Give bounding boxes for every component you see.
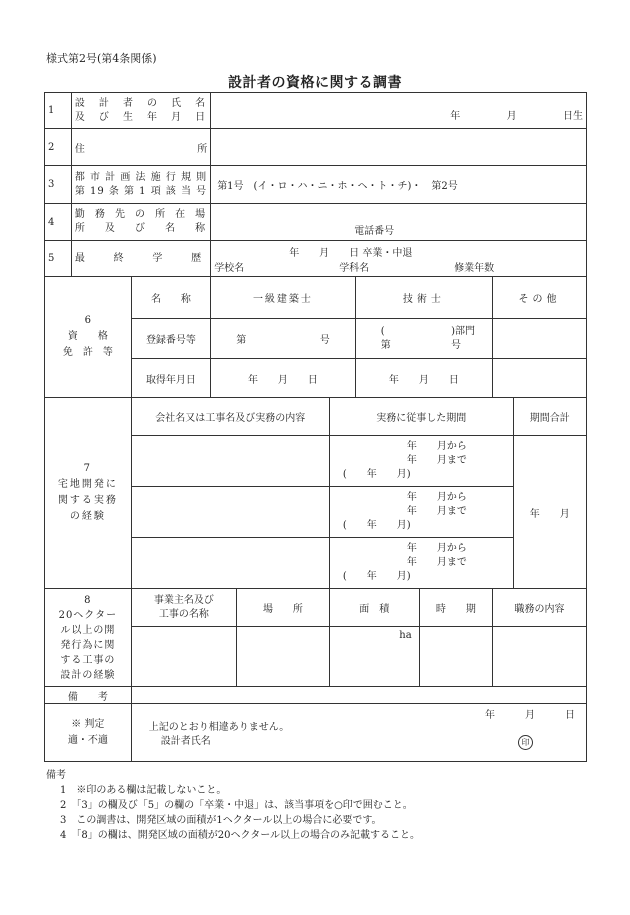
label-line: 20ヘクター <box>58 609 118 621</box>
regulation-item-choices[interactable]: 第1号 (イ・ロ・ハ・ニ・ホ・ヘ・ト・チ)・ 第2号 <box>211 166 587 204</box>
notes-section <box>46 768 420 843</box>
label-line: 資 格 <box>67 331 108 342</box>
dept-label: 学科名 <box>339 262 370 274</box>
owner-col-header <box>131 589 236 627</box>
judgement-label-cell <box>45 704 132 762</box>
designer-name-label: 設計者氏名 <box>160 736 211 747</box>
experience-content-field[interactable] <box>131 436 329 487</box>
row-workplace <box>45 204 587 241</box>
duty-col-header: 職務の内容 <box>492 589 586 627</box>
label-line: の経験 <box>69 511 106 522</box>
experience-label-cell <box>45 398 132 589</box>
row-experience-header <box>45 398 587 436</box>
period-to-text: 年 月まで <box>406 557 467 568</box>
note-item: 1 ※印のある欄は記載しないこと。 <box>60 785 227 796</box>
experience-content-field[interactable] <box>131 487 329 538</box>
label-line: 所及び名称 <box>74 223 208 234</box>
period-years-text: ( 年 月) <box>342 571 411 582</box>
note-item: 4 「8」の欄は、開発区域の面積が20ヘクタール以上の場合のみ記載すること。 <box>60 830 421 841</box>
years-label: 修業年数 <box>454 262 495 274</box>
label-line: 関する実務 <box>57 495 118 506</box>
place-col-header: 場 所 <box>236 589 329 627</box>
experience-period-field[interactable] <box>329 487 513 538</box>
row-large-dev-header <box>45 589 587 627</box>
time-col-header: 時 期 <box>419 589 492 627</box>
period-from-text: 年 月から <box>406 492 467 503</box>
label-text: 所 <box>197 143 208 155</box>
experience-period-field[interactable] <box>329 538 513 589</box>
license-kind-kenchikushi: 一級建築士 <box>211 277 356 319</box>
row-license-name <box>45 277 587 319</box>
label-cell <box>71 129 210 166</box>
acquired-date-gijutsushi[interactable]: 年 月 日 <box>355 359 492 398</box>
label-line: 及び生年月日 <box>74 111 208 123</box>
school-label: 学校名 <box>214 262 245 274</box>
label-cell <box>71 166 210 204</box>
label-line: 宅地開発に <box>57 479 118 490</box>
header-line: 事業主名及び <box>153 594 214 606</box>
period-from-text: 年 月から <box>406 441 467 452</box>
content-col-header: 会社名又は工事名及び実務の内容 <box>131 398 329 436</box>
large-dev-label-cell <box>45 589 132 687</box>
license-kind-gijutsushi: 技術士 <box>355 277 492 319</box>
area-col-header: 面 積 <box>329 589 419 627</box>
education-field[interactable] <box>211 241 587 277</box>
experience-period-field[interactable] <box>329 436 513 487</box>
label-line: 第19条第1項該当号 <box>74 185 208 197</box>
note-item: 3 この調書は、開発区域の面積が1ヘクタール以上の場合に必要です。 <box>60 815 382 826</box>
label-cell <box>71 241 210 277</box>
row-number: 6 <box>84 315 92 326</box>
registration-other-field[interactable] <box>492 319 586 359</box>
license-kind-other: その他 <box>492 277 586 319</box>
label-line: ル以上の開 <box>60 624 116 636</box>
note-item: 2 「3」の欄及び「5」の欄の「卒業・中退」は、該当事項を○印で囲むこと。 <box>60 800 413 811</box>
row-number: 3 <box>45 166 72 204</box>
area-field[interactable] <box>329 627 419 687</box>
label-line: 適・不適 <box>67 734 108 746</box>
paren-open-text: ( <box>380 325 385 337</box>
duty-field[interactable] <box>492 627 586 687</box>
row-number: 1 <box>45 93 72 129</box>
graduation-date: 年 月 日 卒業・中退 <box>289 247 413 259</box>
dai-text: 第 <box>236 335 247 346</box>
acquired-date-other[interactable] <box>492 359 586 398</box>
phone-label: 電話番号 <box>354 226 395 237</box>
period-col-header: 実務に従事した期間 <box>329 398 513 436</box>
label-cell <box>71 204 210 241</box>
owner-field[interactable] <box>131 627 236 687</box>
experience-content-field[interactable] <box>131 538 329 589</box>
year-text: 年 <box>450 111 461 122</box>
row-number: 8 <box>84 594 92 606</box>
label-line: 免 許 等 <box>62 347 113 358</box>
month-text: 月 <box>506 111 517 122</box>
row-number: 7 <box>83 463 93 474</box>
period-to-text: 年 月まで <box>406 506 467 517</box>
row-declaration <box>45 704 587 762</box>
period-years-text: ( 年 月) <box>342 469 411 480</box>
name-col-label: 名 称 <box>131 277 210 319</box>
declaration-date: 年 月 日 <box>485 710 575 721</box>
row-address <box>45 129 587 166</box>
label-line: 都市計画法施行規則 <box>74 171 208 183</box>
row-remarks <box>45 687 587 704</box>
registration-label: 登録番号等 <box>131 319 210 359</box>
remarks-field[interactable] <box>131 687 586 704</box>
declaration-statement: 上記のとおり相違ありません。 <box>148 722 290 733</box>
day-text: 日生 <box>563 111 583 122</box>
registration-gijutsushi-field[interactable] <box>355 319 492 359</box>
time-field[interactable] <box>419 627 492 687</box>
acquired-date-label: 取得年月日 <box>131 359 210 398</box>
experience-total-field[interactable]: 年 月 <box>513 436 586 589</box>
area-unit-text: ha <box>399 630 412 641</box>
acquired-date-kenchikushi[interactable]: 年 月 日 <box>211 359 356 398</box>
label-line: する工事の <box>60 654 116 666</box>
label-cell <box>71 93 210 129</box>
license-label-cell <box>45 277 132 398</box>
row-name-birthdate <box>45 93 587 129</box>
dai-text: 第 <box>380 339 391 351</box>
period-from-text: 年 月から <box>406 543 467 554</box>
label-line: ※ 判定 <box>71 718 105 730</box>
row-number: 5 <box>45 241 72 277</box>
label-text: 最終学歴 <box>74 252 208 264</box>
workplace-field[interactable] <box>211 204 587 241</box>
header-line: 工事の名称 <box>158 608 209 620</box>
label-line: 設計の経験 <box>60 669 116 681</box>
period-years-text: ( 年 月) <box>342 520 411 531</box>
page-title: 設計者の資格に関する調書 <box>228 75 402 91</box>
address-field[interactable] <box>211 129 587 166</box>
department-text: )部門 <box>451 325 475 337</box>
place-field[interactable] <box>236 627 329 687</box>
go-text: 号 <box>319 335 330 346</box>
qualification-form-table <box>44 92 587 762</box>
form-number: 様式第2号(第4条関係) <box>46 52 157 65</box>
label-line: 設計者の氏名 <box>74 97 208 109</box>
name-birthdate-field[interactable] <box>211 93 587 129</box>
label-line: 勤務先の所在場 <box>74 209 208 220</box>
label-text: 住 <box>74 143 85 155</box>
label-line: 発行為に関 <box>60 639 116 651</box>
remarks-label: 備 考 <box>45 687 132 704</box>
go-text: 号 <box>450 339 461 351</box>
declaration-field[interactable] <box>131 704 586 762</box>
row-education <box>45 241 587 277</box>
row-number: 4 <box>45 204 72 241</box>
notes-heading: 備考 <box>46 770 66 781</box>
seal-icon: 印 <box>518 735 533 750</box>
row-regulation-item <box>45 166 587 204</box>
registration-kenchikushi-field[interactable] <box>211 319 356 359</box>
row-number: 2 <box>45 129 72 166</box>
total-col-header: 期間合計 <box>513 398 586 436</box>
period-to-text: 年 月まで <box>406 455 467 466</box>
